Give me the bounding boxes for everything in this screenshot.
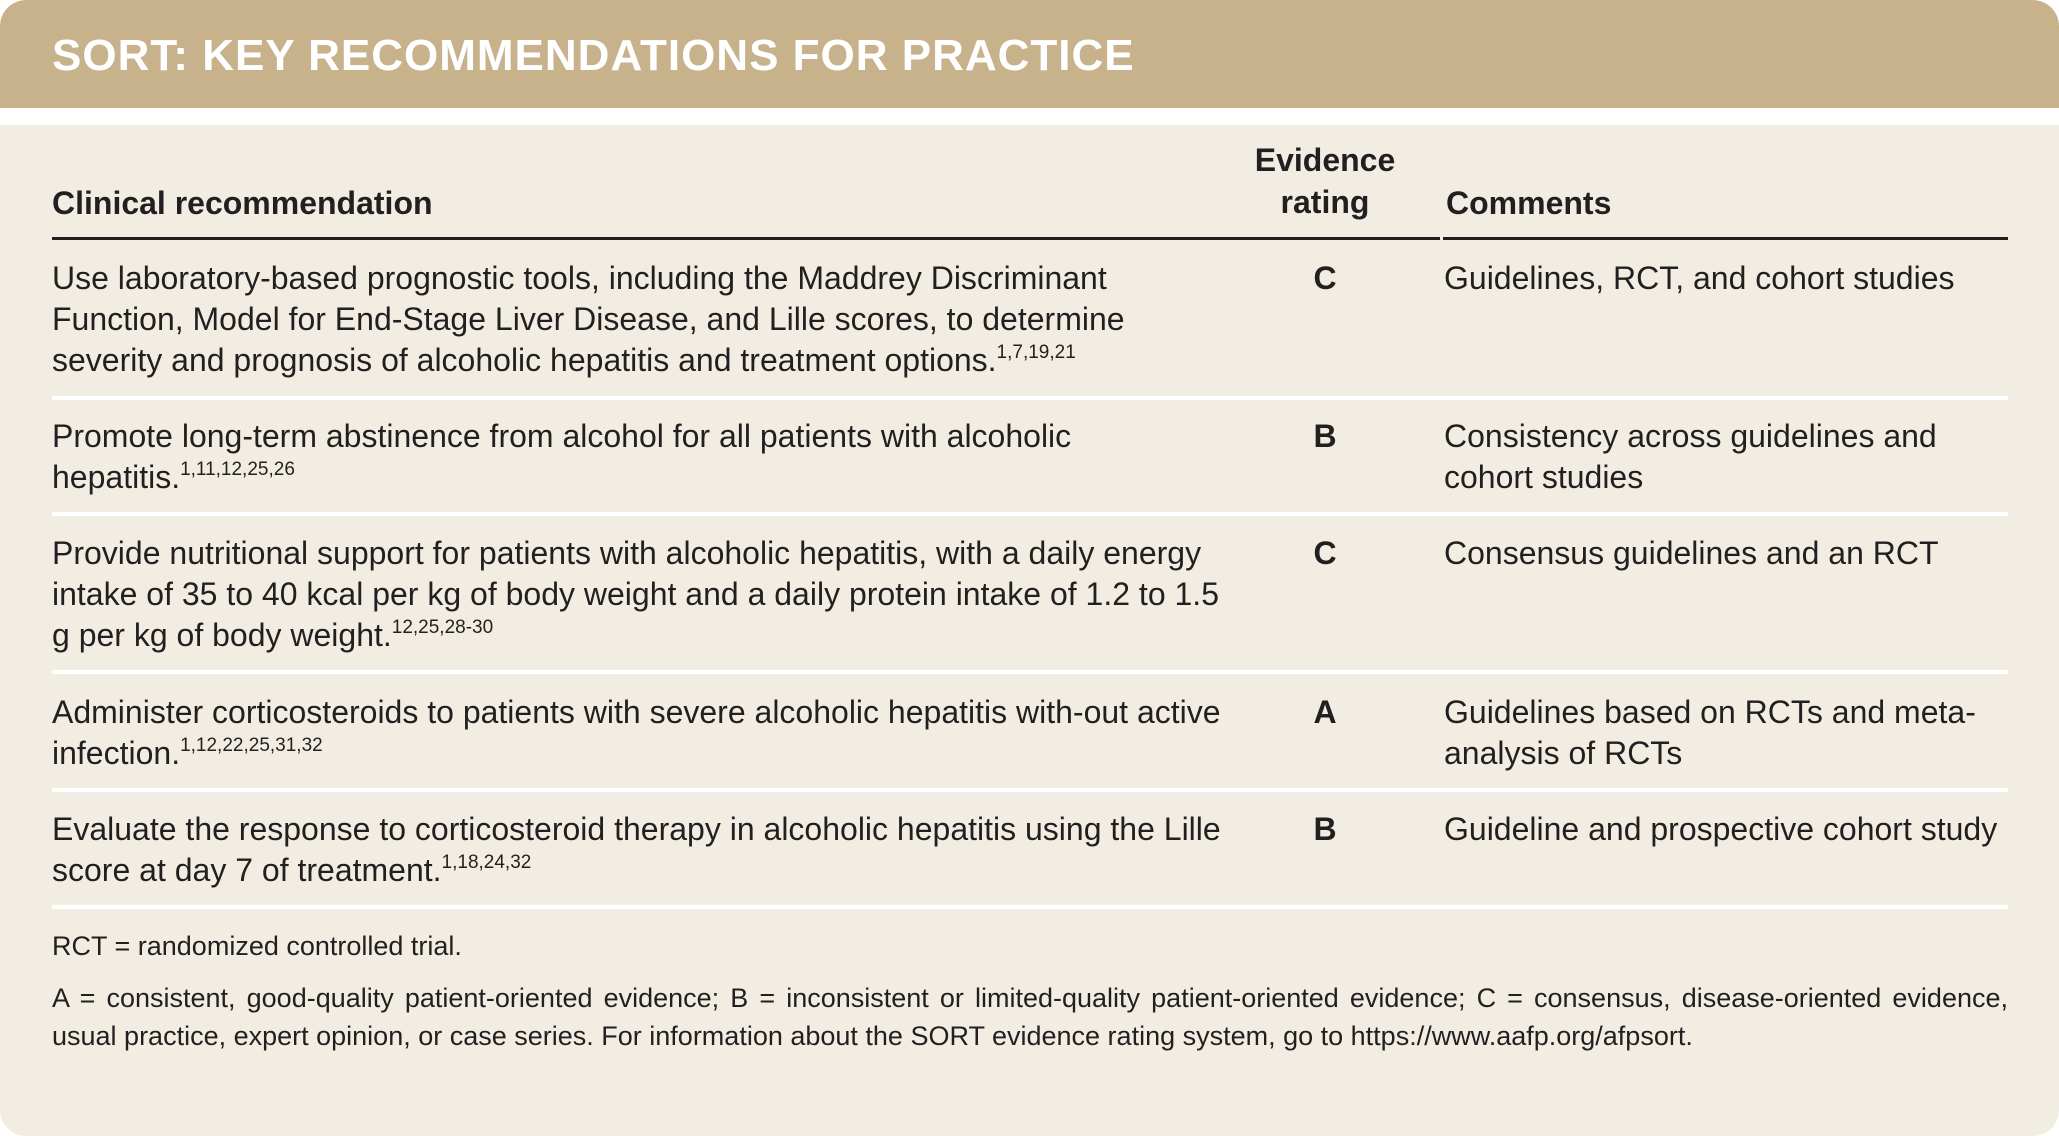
header-divider [0, 108, 2059, 125]
comment-text: Guidelines, RCT, and cohort studies [1444, 260, 1955, 296]
legend-key-b: B [730, 983, 749, 1013]
column-header-comments: Comments [1446, 185, 1612, 221]
reference-numbers: 1,18,24,32 [441, 852, 532, 873]
row-divider [52, 512, 2008, 516]
comment-text: Guideline and prospective cohort study [1444, 811, 1998, 847]
legend-key-a: A [52, 983, 69, 1013]
abbreviation-footnote: RCT = randomized controlled trial. [52, 931, 462, 961]
comment-text: Consensus guidelines and an RCT [1444, 535, 1939, 571]
evidence-rating: C [1313, 535, 1337, 571]
table-row-recommendation [52, 533, 1232, 656]
evidence-rating: B [1313, 811, 1337, 847]
table-row-recommendation [52, 809, 1232, 891]
legend-text-c: = consensus, disease-oriented evidence, usual practice, expert opinion, or case series. For information about the SORT evidence rating system, go to https://www.aafp.org/afpsort. [52, 983, 2008, 1051]
header-rule [52, 237, 1258, 240]
recommendation-text: Evaluate the response to corticosteroid therapy in alcoholic hepatitis using the Lille score at day 7 of treatment. [52, 811, 1221, 888]
legend-text-b: = inconsistent or limited-quality patient-oriented evidence; [748, 983, 1477, 1013]
header-rule [1443, 237, 2008, 240]
recommendation-text: Use laboratory-based prognostic tools, including the Maddrey Discriminant Function, Model for End-Stage Liver Disease, and Lille scores, to determine severity and prognosis of alcoholic hepatitis and treatment options. [52, 260, 1125, 378]
column-header-recommendation: Clinical recommendation [52, 185, 433, 221]
row-divider [52, 670, 2008, 674]
recommendation-text: Provide nutritional support for patients with alcoholic hepatitis, with a daily energy intake of 35 to 40 kcal per kg of body weight and a daily protein intake of 1.2 to 1.5 g per kg of body weight. [52, 535, 1219, 653]
recommendation-text: Promote long-term abstinence from alcohol for all patients with alcoholic hepatitis. [52, 418, 1072, 495]
page-title: SORT: KEY RECOMMENDATIONS FOR PRACTICE [52, 31, 1135, 80]
reference-numbers: 12,25,28-30 [391, 617, 494, 638]
row-divider [52, 396, 2008, 400]
evidence-rating: C [1313, 260, 1337, 296]
legend-text-a: = consistent, good-quality patient-oriented evidence; [68, 983, 731, 1013]
table-row-recommendation [52, 258, 1232, 381]
row-divider [52, 905, 2008, 909]
recommendation-text: Administer corticosteroids to patients with severe alcoholic hepatitis with-out active infection. [52, 694, 1221, 771]
evidence-rating: A [1313, 694, 1337, 730]
evidence-legend-footnote [52, 979, 2008, 1055]
reference-numbers: 1,11,12,25,26 [180, 459, 295, 480]
comment-text: Consistency across guidelines and cohort studies [1444, 418, 1937, 495]
table-row-recommendation [52, 692, 1232, 774]
reference-numbers: 1,7,19,21 [996, 342, 1076, 363]
header-rule [1258, 237, 1440, 240]
comment-text: Guidelines based on RCTs and meta-analysis of RCTs [1444, 694, 1976, 771]
row-divider [52, 788, 2008, 792]
header-bar [0, 0, 2059, 108]
table-row-recommendation [52, 416, 1232, 498]
legend-key-c: C [1476, 983, 1497, 1013]
reference-numbers: 1,12,22,25,31,32 [180, 735, 323, 756]
evidence-rating: B [1313, 418, 1337, 454]
column-header-rating: Evidence rating [1254, 142, 1396, 220]
